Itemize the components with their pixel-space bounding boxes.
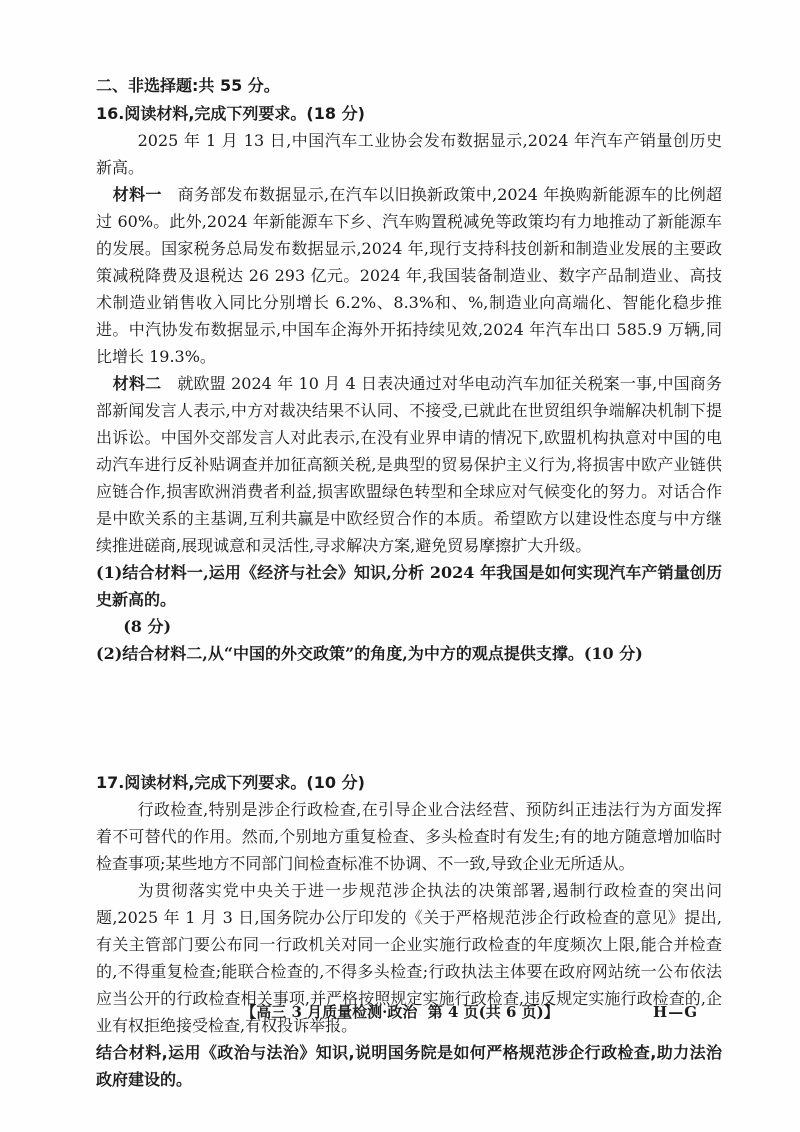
page-content bbox=[96, 72, 722, 1093]
question-17-paragraph-2: 为贯彻落实党中央关于进一步规范涉企执法的决策部署,遏制行政检查的突出问题,2025 年 1 月 3 日,国务院办公厅印发的《关于严格规范涉企行政检查的意见》提出,有关主管部门要公布同一行政机关对同一企业实施行政检查的年度频次上限,能合并检查的,不得重复检查;能联合检查的,不得多头检查;行政执法主体要在政府网站统一公布依法应当公开的行政检查相关事项,并严格按照规定实施行政检查,违反规定实施行政检查的,企业有权拒绝接受检查,有权投诉举报。 bbox=[96, 881, 722, 1035]
question-17-heading: 17.阅读材料,完成下列要求。(10 分) bbox=[96, 773, 365, 792]
material-1-text: 商务部发布数据显示,在汽车以旧换新政策中,2024 年换购新能源车的比例超过 60%。此外,2024 年新能源车下乡、汽车购置税减免等政策均有力地推动了新能源车的发展。国家税务总局发布数据显示,2024 年,现行支持科技创新和制造业发展的主要政策减税降费及退税达 26 293 亿元。2024 年,我国装备制造业、数字产品制造业、高技术制造业销售收入同比分别增长 6.2%、8.3%和、%,制造业向高端化、智能化稳步推进。中汽协发布数据显示,中国车企海外开拓持续见效,2024 年汽车出口 585.9 万辆,同比增长 19.3%。 bbox=[96, 185, 722, 366]
material-1-label: 材料一 bbox=[112, 185, 162, 204]
footer-title-page-number: 【高三 3 月质量检测·政治 第 4 页(共 6 页)】 bbox=[241, 1003, 559, 1021]
paper-code: H—G bbox=[653, 1003, 698, 1021]
question-16-heading: 16.阅读材料,完成下列要求。(18 分) bbox=[96, 104, 365, 123]
question-16-sub1-score: (8 分) bbox=[123, 617, 172, 636]
question-17 bbox=[96, 769, 722, 1093]
material-2-text: 就欧盟 2024 年 10 月 4 日表决通过对华电动汽车加征关税案一事,中国商务部新闻发言人表示,中方对裁决结果不认同、不接受,已就此在世贸组织争端解决机制下提出诉讼。中国外交部发言人对此表示,在没有业界申请的情况下,欧盟机构执意对中国的电动汽车进行反补贴调查并加征高额关税,是典型的贸易保护主义行为,将损害中欧产业链供应链合作,损害欧洲消费者利益,损害欧盟绿色转型和全球应对气候变化的努力。对话合作是中欧关系的主基调,互利共赢是中欧经贸合作的本质。希望欧方以建设性态度与中方继续推进磋商,展现诚意和灵活性,寻求解决方案,避免贸易摩擦扩大升级。 bbox=[96, 374, 722, 555]
question-16 bbox=[96, 100, 722, 667]
section-header: 二、非选择题:共 55 分。 bbox=[96, 76, 280, 95]
question-16-sub2: (2)结合材料二,从“中国的外交政策”的角度,为中方的观点提供支撑。(10 分) bbox=[96, 644, 643, 663]
question-16-sub1: (1)结合材料一,运用《经济与社会》知识,分析 2024 年我国是如何实现汽车产销量创历史新高的。 bbox=[96, 563, 722, 609]
material-2-label: 材料二 bbox=[112, 374, 162, 393]
material-2-paragraph bbox=[96, 370, 722, 559]
page-footer bbox=[0, 999, 800, 1026]
question-16-intro: 2025 年 1 月 13 日,中国汽车工业协会发布数据显示,2024 年汽车产销量创历史新高。 bbox=[96, 131, 722, 177]
material-1-paragraph bbox=[96, 181, 722, 370]
question-17-paragraph-1: 行政检查,特别是涉企行政检查,在引导企业合法经营、预防纠正违法行为方面发挥着不可替代的作用。然而,个别地方重复检查、多头检查时有发生;有的地方随意增加临时检查事项;某些地方不同部门间检查标准不协调、不一致,导致企业无所适从。 bbox=[96, 800, 722, 873]
question-17-task: 结合材料,运用《政治与法治》知识,说明国务院是如何严格规范涉企行政检查,助力法治政府建设的。 bbox=[96, 1043, 722, 1089]
